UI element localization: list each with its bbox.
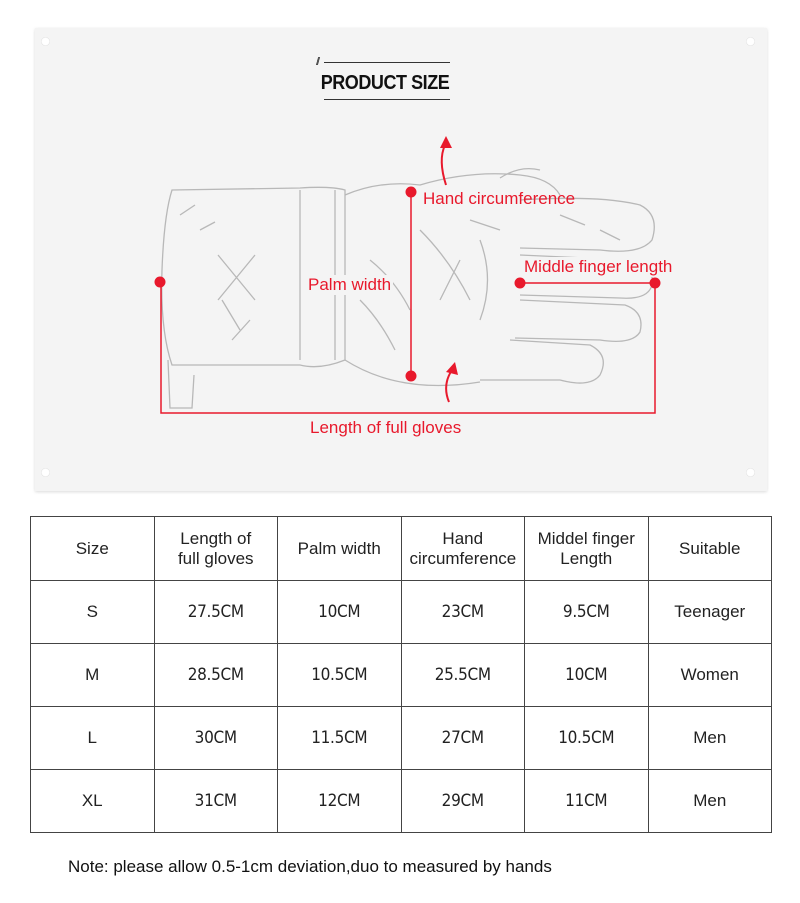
palm-width-cell: 11.5CM <box>278 707 402 770</box>
hand-circumference-label: Hand circumference <box>423 189 576 208</box>
suitable-cell: Teenager <box>648 581 772 644</box>
table-header-row <box>31 517 772 581</box>
palm-width-cell: 10.5CM <box>278 644 402 707</box>
hand-circumference-cell: 25.5CM <box>401 644 525 707</box>
suitable-cell: Women <box>648 644 772 707</box>
full-length-cell: 27.5CM <box>154 581 278 644</box>
col-header-suitable: Suitable <box>648 517 772 581</box>
col-header-full-length: Length of full gloves <box>154 517 278 581</box>
full-length-cell: 28.5CM <box>154 644 278 707</box>
hand-circumference-cell: 29CM <box>401 770 525 833</box>
col-header-palm-width: Palm width <box>278 517 402 581</box>
size-cell: XL <box>31 770 155 833</box>
col-header-hand-circumference: Hand circumference <box>401 517 525 581</box>
size-cell: S <box>31 581 155 644</box>
page-title: PRODUCT SIZE <box>320 72 450 94</box>
palm-width-cell: 12CM <box>278 770 402 833</box>
palm-width-label: Palm width <box>308 275 392 294</box>
col-header-size: Size <box>31 517 155 581</box>
middle-finger-cell: 10CM <box>525 644 649 707</box>
palm-width-cell: 10CM <box>278 581 402 644</box>
middle-finger-cell: 10.5CM <box>525 707 649 770</box>
hand-circumference-cell: 23CM <box>401 581 525 644</box>
size-cell: M <box>31 644 155 707</box>
full-length-label: Length of full gloves <box>310 418 462 437</box>
hand-circumference-cell: 27CM <box>401 707 525 770</box>
middle-finger-length-label: Middle finger length <box>524 257 673 276</box>
middle-finger-cell: 11CM <box>525 770 649 833</box>
table-row <box>31 581 772 644</box>
col-header-middle-finger-length: Middel finger Length <box>525 517 649 581</box>
suitable-cell: Men <box>648 707 772 770</box>
full-length-cell: 31CM <box>154 770 278 833</box>
table-row <box>31 707 772 770</box>
table-row <box>31 644 772 707</box>
title-decoration: // <box>316 56 319 68</box>
middle-finger-cell: 9.5CM <box>525 581 649 644</box>
full-length-cell: 30CM <box>154 707 278 770</box>
table-row <box>31 770 772 833</box>
suitable-cell: Men <box>648 770 772 833</box>
size-cell: L <box>31 707 155 770</box>
deviation-note: Note: please allow 0.5-1cm deviation,duo to measured by hands <box>68 857 552 876</box>
size-table <box>30 516 772 833</box>
